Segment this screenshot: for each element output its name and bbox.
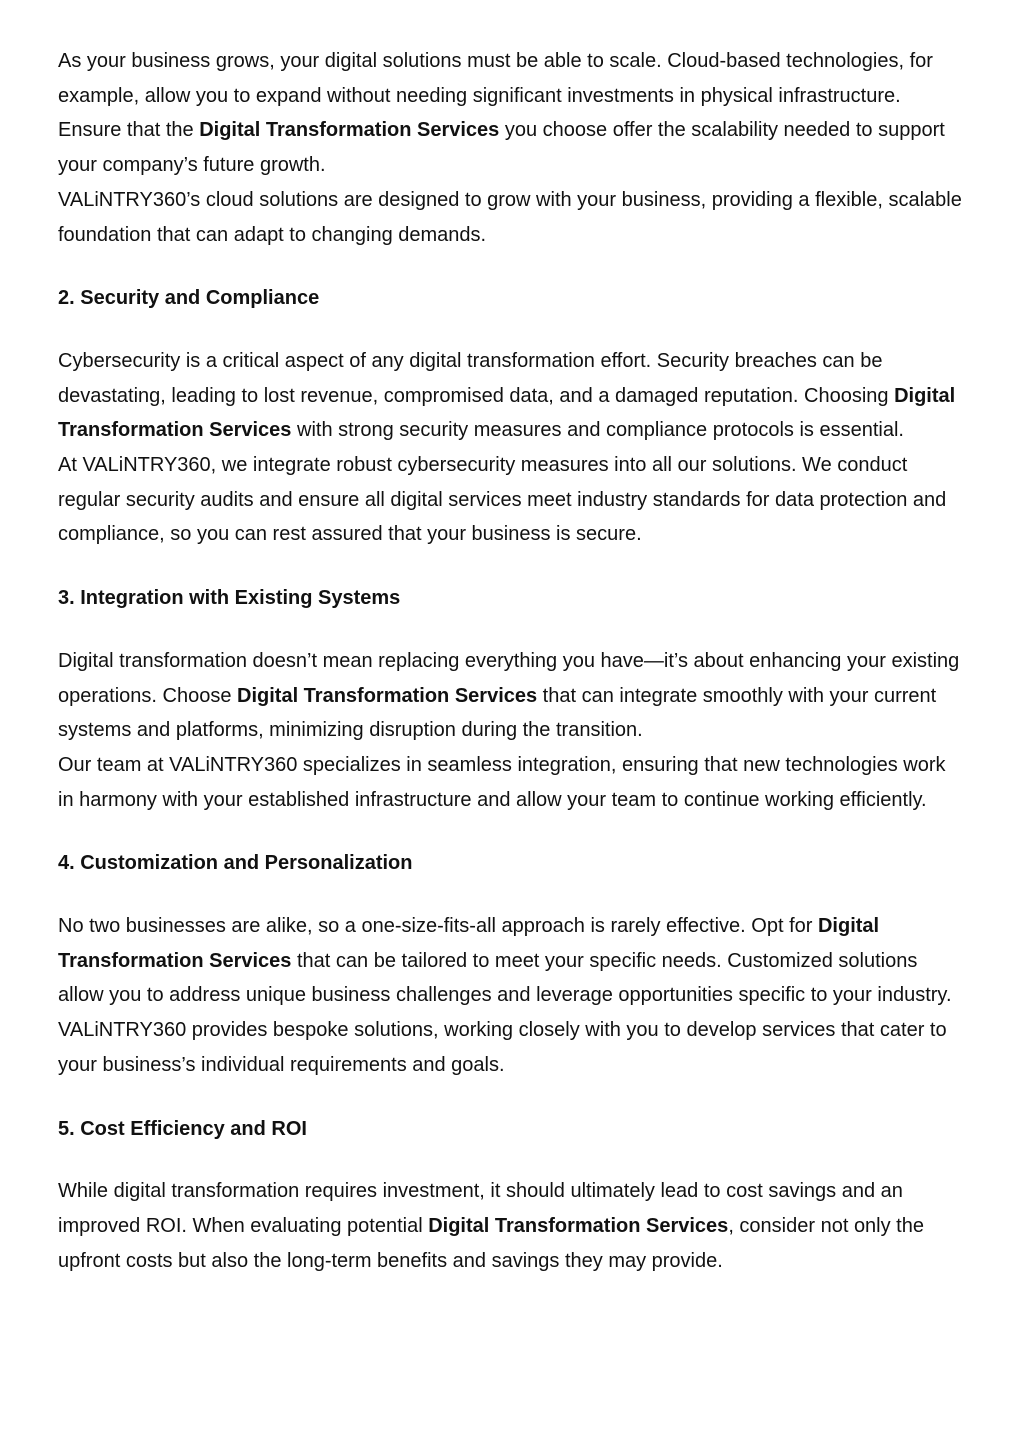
heading-cost-efficiency: 5. Cost Efficiency and ROI	[58, 1117, 307, 1140]
paragraph-scalability: As your business grows, your digital solutions must be able to scale. Cloud-based technologies, for example, allow you to expand without needing significant investments in physical infrastructure. Ensure that the Digital Transformation Services you choose offer the scalability needed to support your company’s future growth.	[58, 50, 945, 177]
emphasis-service-name: Digital Transformation Services	[237, 684, 538, 707]
paragraph-cloud-solutions: VALiNTRY360’s cloud solutions are designed to grow with your business, providing a flexible, scalable foundation that can adapt to changing demands.	[58, 188, 962, 246]
paragraph-seamless-integration: Our team at VALiNTRY360 specializes in seamless integration, ensuring that new technologies work in harmony with your established infrastructure and allow your team to continue working efficiently.	[58, 753, 946, 811]
paragraph-cost-efficiency: While digital transformation requires investment, it should ultimately lead to cost savings and an improved ROI. When evaluating potential Digital Transformation Services, consider not only the upfront costs but also the long-term benefits and savings they may provide.	[58, 1180, 924, 1272]
paragraph-bespoke-solutions: VALiNTRY360 provides bespoke solutions, working closely with you to develop services that cater to your business’s individual requirements and goals.	[58, 1019, 947, 1076]
heading-security-compliance: 2. Security and Compliance	[58, 287, 320, 310]
emphasis-service-name: Digital Transformation Services	[199, 119, 500, 142]
heading-customization: 4. Customization and Personalization	[58, 852, 413, 875]
paragraph-cybersecurity: Cybersecurity is a critical aspect of any digital transformation effort. Security breaches can be devastating, leading to lost revenue, compromised data, and a damaged reputation. Choosing Digital Transformation Services with strong security measures and compliance protocols is essential.	[58, 349, 956, 442]
heading-integration: 3. Integration with Existing Systems	[58, 587, 401, 610]
emphasis-service-name: Digital Transformation Services	[58, 915, 880, 972]
paragraph-integration: Digital transformation doesn’t mean replacing everything you have—it’s about enhancing your existing operations. Choose Digital Transformation Services that can integrate smoothly with your current systems and platforms, minimizing disruption during the transition.	[58, 649, 960, 742]
paragraph-customization: No two businesses are alike, so a one-size-fits-all approach is rarely effective. Opt for Digital Transformation Services that can be tailored to meet your specific needs. Customized solutions allow you to address unique business challenges and leverage opportunities specific to your industry.	[58, 915, 952, 1007]
emphasis-service-name: Digital Transformation Services	[58, 384, 956, 442]
emphasis-service-name: Digital Transformation Services	[428, 1214, 729, 1237]
paragraph-security-audits: At VALiNTRY360, we integrate robust cybersecurity measures into all our solutions. We conduct regular security audits and ensure all digital services meet industry standards for data protection and compliance, so you can rest assured that your business is secure.	[58, 454, 947, 546]
